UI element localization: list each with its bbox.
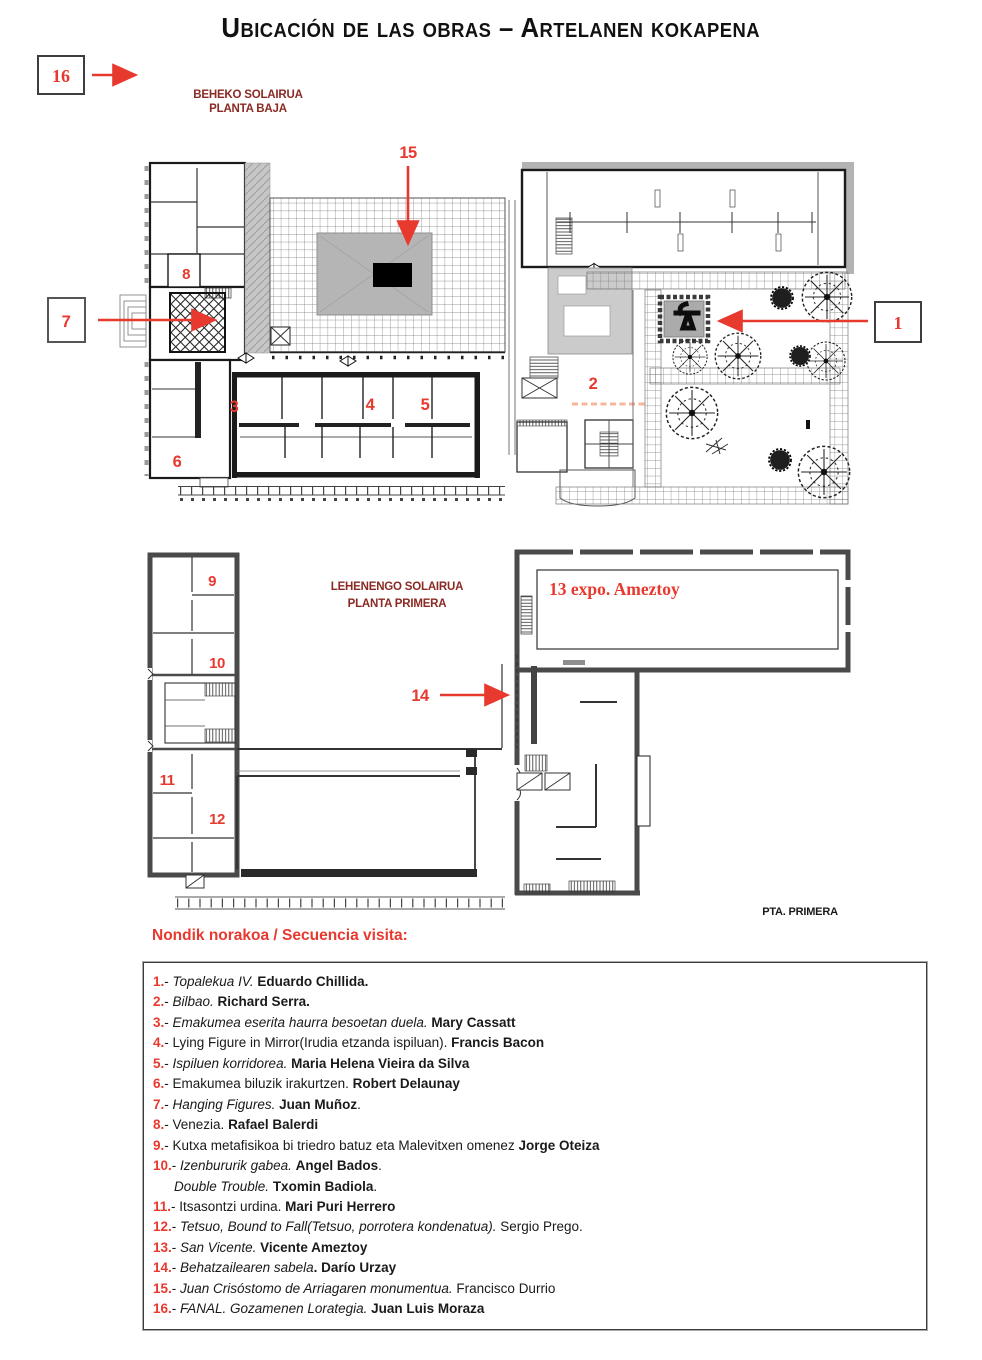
room-label-11: 11 <box>159 772 175 789</box>
plan-name-es: PLANTA BAJA <box>209 103 287 115</box>
plaza <box>238 163 505 366</box>
first-floor-plan <box>135 540 865 930</box>
room-label-3: 3 <box>229 398 239 416</box>
pta-primera-label: PTA. PRIMERA <box>762 906 838 918</box>
room-label-15: 15 <box>399 144 417 162</box>
corridor-and-hall <box>237 749 502 877</box>
legend-entry: 5.- Ispiluen korridorea. Maria Helena Vieira da Silva <box>153 1055 470 1071</box>
legend-box <box>143 962 927 1330</box>
legend-entry: 15.- Juan Crisóstomo de Arriagaren monumentua. Francisco Durrio <box>153 1280 556 1296</box>
room-label-8: 8 <box>182 266 190 283</box>
ground-floor-plan <box>30 50 960 520</box>
legend-entry: 4.- Lying Figure in Mirror(Irudia etzanda ispiluan). Francis Bacon <box>153 1035 545 1051</box>
legend-entry: 8.- Venezia. Rafael Balerdi <box>153 1117 319 1133</box>
room-label-2: 2 <box>588 375 598 393</box>
callout-14 <box>411 687 505 705</box>
plan-name-eu: BEHEKO SOLAIRUA <box>193 89 303 101</box>
callout-1 <box>722 302 921 342</box>
callout-16 <box>38 56 133 94</box>
boxed-label-1: 1 <box>893 313 903 333</box>
legend-entry: 11.- Itsasontzi urdina. Mari Puri Herrero <box>153 1198 396 1214</box>
legend-entry: 3.- Emakumea eserita haurra besoetan duela. Mary Cassatt <box>153 1014 516 1030</box>
plan-name-es: PLANTA PRIMERA <box>347 598 447 610</box>
legend-entry: 14.- Behatzailearen sabela. Darío Urzay <box>153 1260 397 1276</box>
legend-entry: 16.- FANAL. Gozamenen Lorategia. Juan Luis Moraza <box>153 1301 485 1317</box>
plan-name-eu: LEHENENGO SOLAIRUA <box>330 581 464 593</box>
boxed-label-16: 16 <box>52 66 70 86</box>
legend-entry: 10.- Izenbururik gabea. Angel Bados. <box>153 1158 382 1174</box>
boxed-label-7: 7 <box>61 313 71 331</box>
south-wing <box>229 372 480 478</box>
walkway <box>175 897 505 909</box>
room-label-9: 9 <box>208 573 216 590</box>
room-label-4: 4 <box>365 396 375 414</box>
east-building <box>502 549 851 895</box>
legend-entry: 1.- Topalekua IV. Eduardo Chillida. <box>153 974 369 989</box>
legend-entry: 13.- San Vicente. Vicente Ameztoy <box>153 1239 368 1255</box>
room-label-14: 14 <box>411 687 429 705</box>
legend-entry: 12.- Tetsuo, Bound to Fall(Tetsuo, porrotera kondenatua). Sergio Prego. <box>153 1219 583 1235</box>
colonnade <box>178 487 505 500</box>
legend-entry: 2.- Bilbao. Richard Serra. <box>153 994 310 1010</box>
room-label-12: 12 <box>209 811 225 828</box>
legend-entry: 9.- Kutxa metafisikoa bi triedro batuz eta Malevitxen omenez Jorge Oteiza <box>153 1137 600 1153</box>
legend-heading: Nondik norakoa / Secuencia visita: <box>152 927 408 944</box>
legend-entry: Double Trouble. Txomin Badiola. <box>174 1178 378 1194</box>
page-title: Ubicación de las obras – Artelanen kokapena <box>221 12 761 43</box>
room-label-5: 5 <box>420 396 430 414</box>
room-label-10: 10 <box>209 655 225 672</box>
west-wing <box>145 555 237 888</box>
room-label-6: 6 <box>172 453 182 471</box>
sculpture-1-pad <box>660 297 708 341</box>
legend-entry: 7.- Hanging Figures. Juan Muñoz. <box>153 1096 361 1112</box>
west-building <box>120 163 245 487</box>
legend-entry: 6.- Emakumea biluzik irakurtzen. Robert Delaunay <box>153 1076 460 1092</box>
expo-13-label: 13 expo. Ameztoy <box>549 579 680 599</box>
bench-sketch <box>706 438 728 454</box>
northeast-building <box>522 162 854 274</box>
